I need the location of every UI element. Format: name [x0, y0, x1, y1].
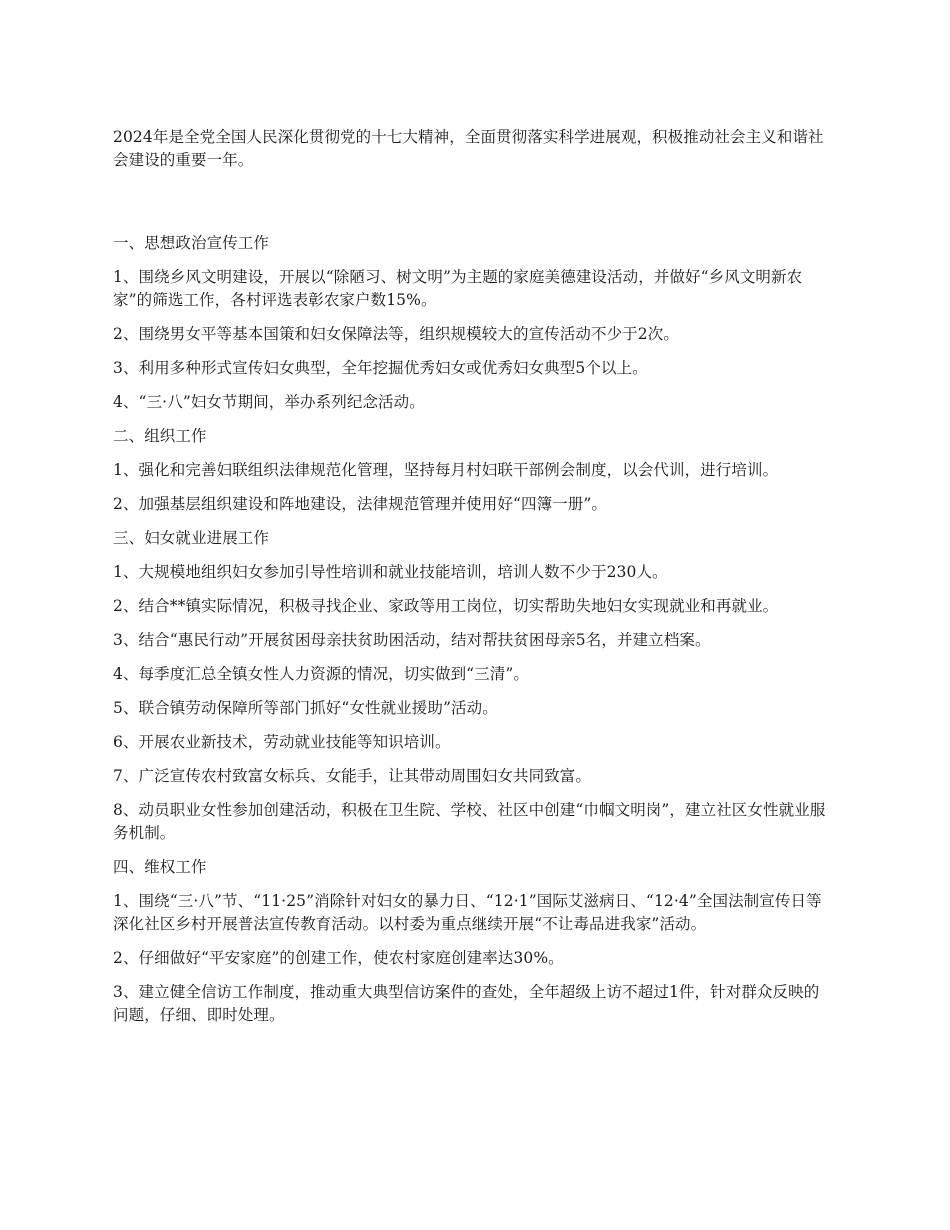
- section-4-item-2: 2、仔细做好“平安家庭”的创建工作，使农村家庭创建率达30%。: [113, 949, 564, 967]
- section-3-item-8: 8、动员职业女性参加创建活动，积极在卫生院、学校、社区中创建“巾帼文明岗”，建立社区女性就业服务机制。: [113, 801, 826, 842]
- section-3-item-3: 3、结合“惠民行动”开展贫困母亲扶贫助困活动，结对帮扶贫困母亲5名，并建立档案。: [113, 631, 711, 649]
- section-3-item-5: 5、联合镇劳动保障所等部门抓好“女性就业援助”活动。: [113, 699, 498, 717]
- section-3-item-7: 7、广泛宣传农村致富女标兵、女能手，让其带动周围妇女共同致富。: [113, 767, 591, 785]
- section-4-item-1: 1、围绕“三·八”节、“11·25”消除针对妇女的暴力日、“12·1”国际艾滋病日、“12·4”全国法制宣传日等深化社区乡村开展普法宣传教育活动。以村委为重点继续开展“不让毒品进我家”活动。: [113, 892, 822, 933]
- section-heading-4: 四、维权工作: [113, 858, 207, 876]
- section-heading-3: 三、妇女就业进展工作: [113, 529, 270, 547]
- section-1-item-1: 1、围绕乡风文明建设，开展以“除陋习、树文明”为主题的家庭美德建设活动，并做好“乡风文明新农家”的筛选工作，各村评选表彰农家户数15%。: [113, 268, 803, 309]
- section-3-item-1: 1、大规模地组织妇女参加引导性培训和就业技能培训，培训人数不少于230人。: [113, 563, 668, 581]
- section-heading-1: 一、思想政治宣传工作: [113, 234, 270, 252]
- intro-paragraph: 2024年是全党全国人民深化贯彻党的十七大精神，全面贯彻落实科学进展观，积极推动社会主义和谐社会建设的重要一年。: [113, 128, 824, 169]
- section-2-item-1: 1、强化和完善妇联组织法律规范化管理，坚持每月村妇联干部例会制度，以会代训，进行培训。: [113, 461, 779, 479]
- section-4-item-3: 3、建立健全信访工作制度，推动重大典型信访案件的查处，全年超级上访不超过1件，针对群众反映的问题，仔细、即时处理。: [113, 983, 820, 1024]
- section-heading-2: 二、组织工作: [113, 427, 207, 445]
- section-3-item-6: 6、开展农业新技术，劳动就业技能等知识培训。: [113, 733, 451, 751]
- document-body: [113, 126, 833, 1038]
- section-3-item-2: 2、结合**镇实际情况，积极寻找企业、家政等用工岗位，切实帮助失地妇女实现就业和再就业。: [113, 597, 779, 615]
- section-1-item-4: 4、“三·八”妇女节期间，举办系列纪念活动。: [113, 393, 425, 411]
- section-3-item-4: 4、每季度汇总全镇女性人力资源的情况，切实做到“三清”。: [113, 665, 530, 683]
- section-1-item-3: 3、利用多种形式宣传妇女典型，全年挖掘优秀妇女或优秀妇女典型5个以上。: [113, 359, 648, 377]
- section-1-item-2: 2、围绕男女平等基本国策和妇女保障法等，组织规模较大的宣传活动不少于2次。: [113, 325, 679, 343]
- section-2-item-2: 2、加强基层组织建设和阵地建设，法律规范管理并使用好“四簿一册”。: [113, 495, 608, 513]
